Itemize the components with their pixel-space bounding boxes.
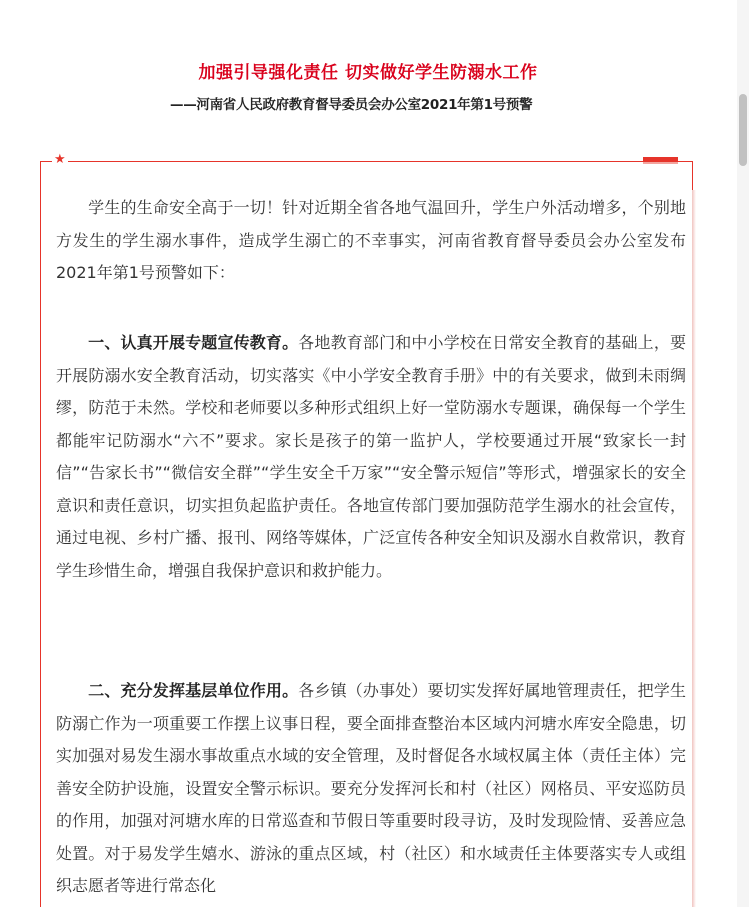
intro-paragraph (56, 192, 686, 290)
section-body: 各地教育部门和中小学校在日常安全教育的基础上，要开展防溺水安全教育活动，切实落实《中小学安全教育手册》中的有关要求，做到未雨绸缪，防范于未然。学校和老师要以多种形式组织上好一堂防溺水专题课，确保每一个学生都能牢记防溺水“六不”要求。家长是孩子的第一监护人，学校要通过开展“致家长一封信”“告家长书”“微信安全群”“学生安全千万家”“安全警示短信”等形式，增强家长的安全意识和责任意识，切实担负起监护责任。各地宣传部门要加强防范学生溺水的社会宣传，通过电视、乡村广播、报刊、网络等媒体，广泛宣传各种安全知识及溺水自救常识，教育学生珍惜生命，增强自我保护意识和救护能力。 (56, 333, 686, 580)
section-body: 各乡镇（办事处）要切实发挥好属地管理责任，把学生防溺亡作为一项重要工作摆上议事日程，要全面排查整治本区域内河塘水库安全隐患，切实加强对易发生溺水事故重点水域的安全管理，及时督促各水域权属主体（责任主体）完善安全防护设施，设置安全警示标识。要充分发挥河长和村（社区）网格员、平安巡防员的作用，加强对河塘水库的日常巡查和节假日等重要时段寻访，及时发现险情、妥善应急处置。对于易发学生嬉水、游泳的重点区域，村（社区）和水域责任主体要落实专人或组织志愿者等进行常态化 (56, 681, 686, 895)
star-icon: ★ (54, 152, 66, 167)
corner-decoration-shade (643, 162, 678, 164)
section-heading: 一、认真开展专题宣传教育。 (88, 333, 299, 352)
scrollbar-thumb[interactable] (739, 94, 747, 166)
article-subtitle: ——河南省人民政府教育督导委员会办公室2021年第1号预警 (170, 97, 533, 113)
intro-text: 学生的生命安全高于一切！针对近期全省各地气温回升，学生户外活动增多，个别地方发生的学生溺水事件，造成学生溺亡的不幸事实，河南省教育督导委员会办公室发布2021年第1号预警如下： (56, 198, 686, 282)
article-title: 加强引导强化责任 切实做好学生防溺水工作 (198, 63, 538, 83)
section-paragraph (56, 675, 686, 903)
section-paragraph (56, 327, 686, 587)
frame-shadow (692, 190, 696, 907)
section-heading: 二、充分发挥基层单位作用。 (88, 681, 299, 700)
